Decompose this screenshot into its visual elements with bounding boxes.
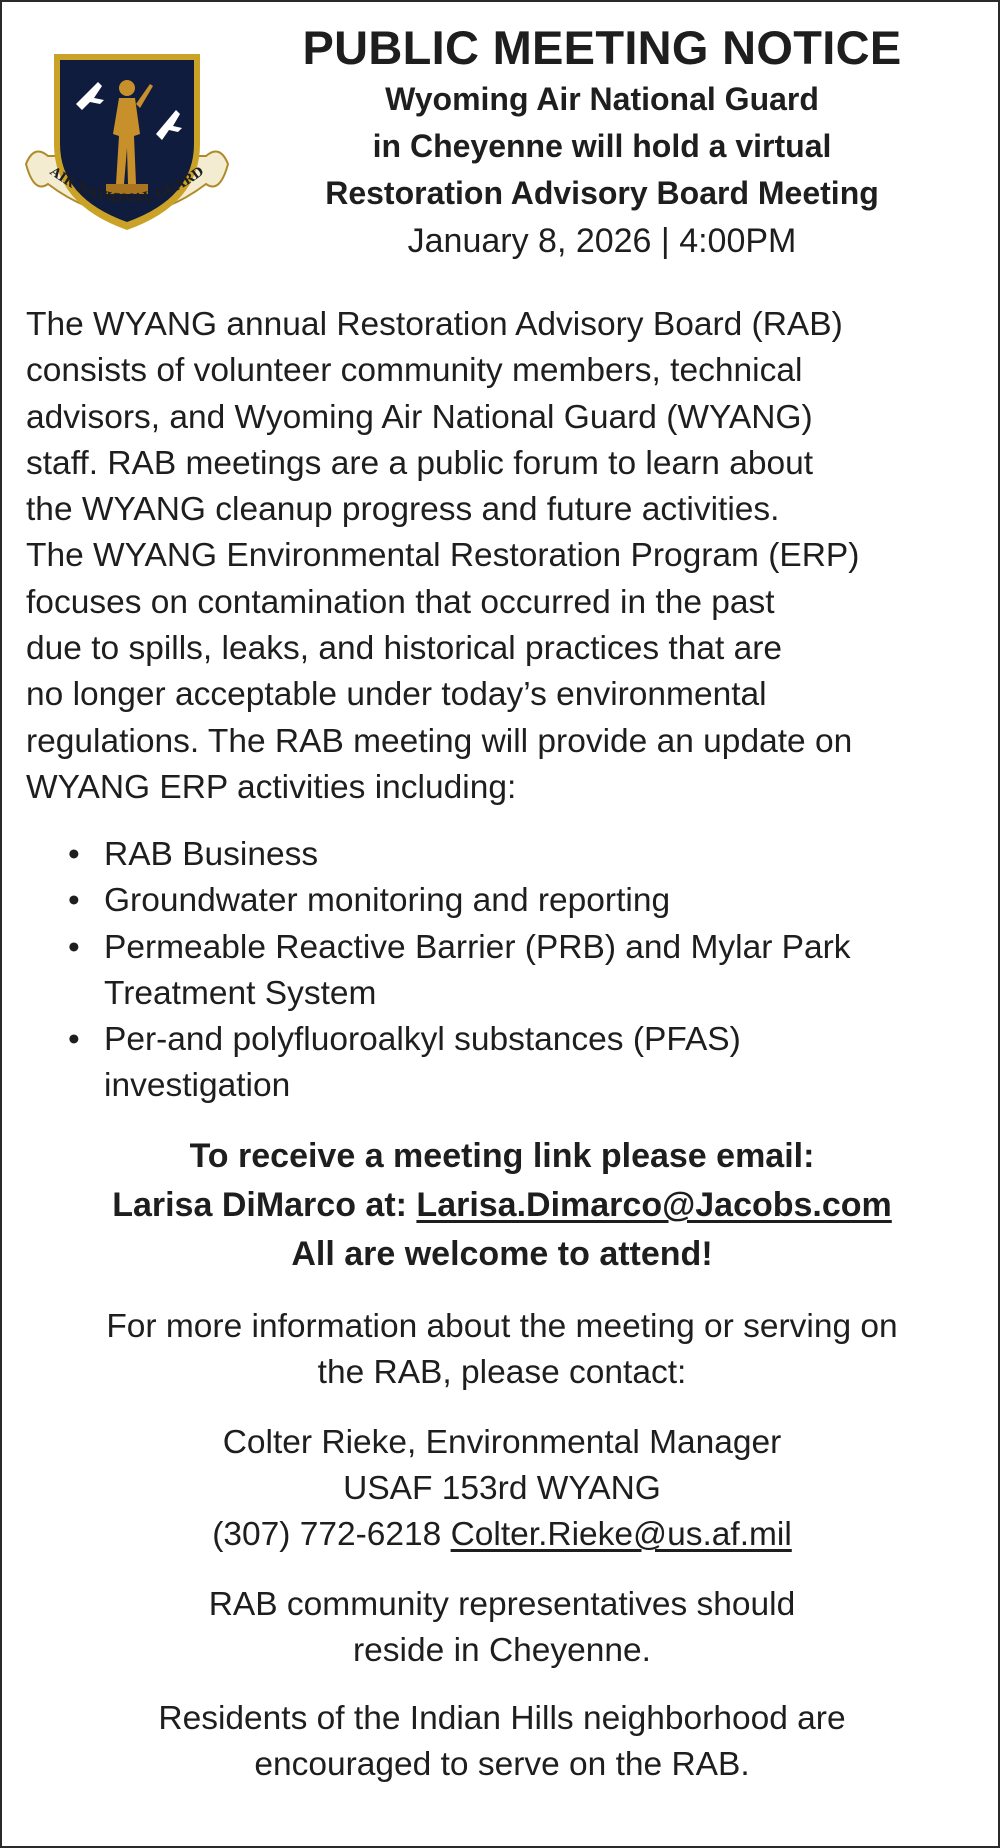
more-info-text: For more information about the meeting or serving on the RAB, please contact:: [106, 1308, 898, 1391]
contact-name: Colter Rieke, Environmental Manager: [222, 1424, 782, 1461]
intro-line: due to spills, leaks, and historical practices that are: [26, 630, 782, 668]
notice-header: [252, 20, 952, 265]
contact-block: [2, 1420, 1000, 1558]
meeting-date-time: January 8, 2026 | 4:00PM: [407, 222, 797, 260]
notice-subtitle-line-1: Wyoming Air National Guard: [385, 81, 819, 117]
cta-contact-line: Larisa DiMarco at: Larisa.Dimarco@Jacobs.com: [112, 1186, 892, 1224]
svg-text:AIR NATIONAL GUARD: AIR NATIONAL GUARD: [46, 164, 208, 208]
notice-subtitle-line-3: Restoration Advisory Board Meeting: [325, 175, 879, 211]
intro-line: no longer acceptable under today’s environmental: [26, 676, 767, 714]
meeting-link-callout: [2, 1132, 1000, 1279]
larisa-email-link[interactable]: Larisa.Dimarco@Jacobs.com: [416, 1186, 892, 1224]
intro-line: The WYANG annual Restoration Advisory Board (RAB): [26, 306, 843, 343]
bullet-icon: •: [68, 836, 80, 873]
contact-phone: (307) 772-6218: [212, 1516, 442, 1553]
activities-list: [68, 832, 968, 1110]
cta-line: To receive a meeting link please email:: [189, 1137, 815, 1175]
bullet-icon: •: [68, 1021, 80, 1059]
contact-org: USAF 153rd WYANG: [343, 1470, 661, 1507]
list-item-rab-business: • RAB Business: [68, 832, 968, 878]
residents-text: Residents of the Indian Hills neighborhood are encouraged to serve on the RAB.: [158, 1700, 846, 1783]
contact-phone-email: [2, 1512, 1000, 1558]
intro-line: focuses on contamination that occurred in the past: [26, 583, 775, 621]
intro-line: regulations. The RAB meeting will provide an update on: [26, 722, 853, 760]
notice-subtitle-line-2: in Cheyenne will hold a virtual: [372, 128, 832, 164]
bullet-icon: •: [68, 882, 80, 920]
list-item-pfas: • Per-and polyfluoroalkyl substances (PFAS) investigation: [68, 1017, 968, 1110]
intro-line: consists of volunteer community members, technical: [26, 352, 803, 390]
air-national-guard-seal-icon: [24, 44, 230, 236]
representatives-text: RAB community representatives should reside in Cheyenne.: [208, 1586, 796, 1669]
list-item-prb: • Permeable Reactive Barrier (PRB) and Mylar Park Treatment System: [68, 925, 968, 1018]
list-item-groundwater: • Groundwater monitoring and reporting: [68, 878, 968, 924]
bullet-icon: •: [68, 928, 80, 966]
notice-title: PUBLIC MEETING NOTICE: [302, 21, 902, 74]
intro-line: The WYANG Environmental Restoration Program (ERP): [26, 537, 860, 575]
intro-line: WYANG ERP activities including:: [26, 768, 517, 806]
intro-line: staff. RAB meetings are a public forum to learn about: [26, 444, 814, 482]
intro-line: the WYANG cleanup progress and future activities.: [26, 491, 780, 529]
intro-line: advisors, and Wyoming Air National Guard (WYANG): [26, 398, 813, 436]
colter-email-link[interactable]: Colter.Rieke@us.af.mil: [450, 1516, 792, 1553]
intro-paragraph: [26, 302, 986, 811]
cta-line: All are welcome to attend!: [291, 1235, 713, 1273]
